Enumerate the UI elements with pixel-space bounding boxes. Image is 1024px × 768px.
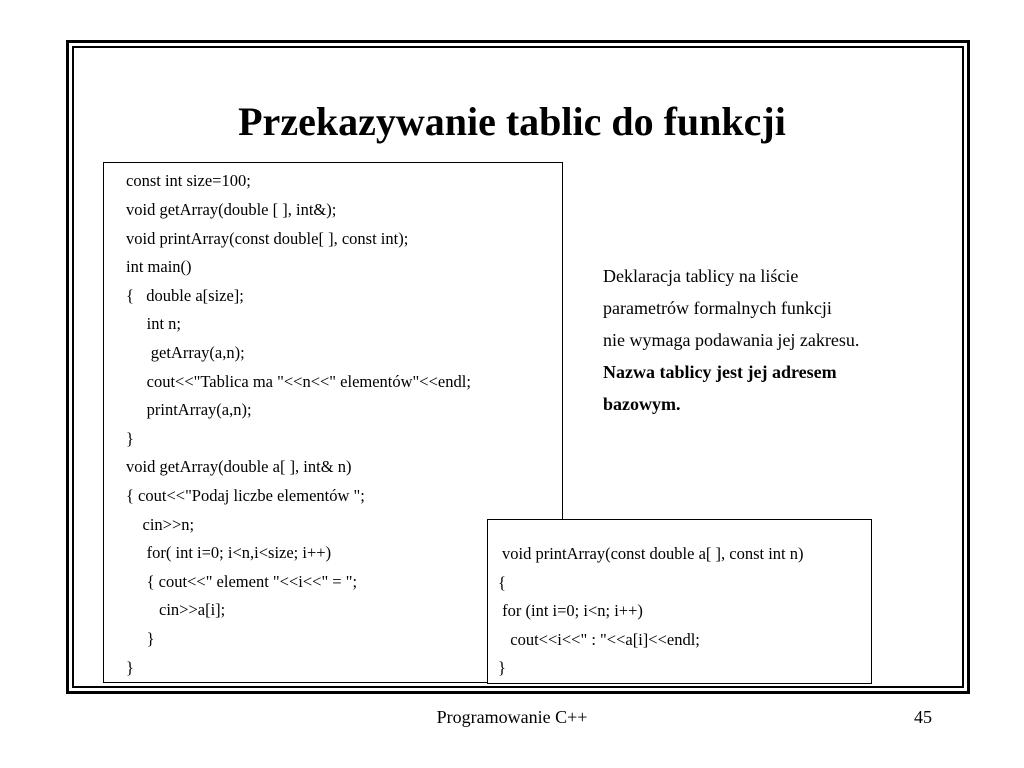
note-line: Deklaracja tablicy na liście	[603, 266, 799, 286]
slide-title: Przekazywanie tablic do funkcji	[238, 99, 786, 144]
code-line: }	[126, 429, 134, 448]
note-emphasis-line: Nazwa tablicy jest jej adresem	[603, 362, 837, 382]
note-line: parametrów formalnych funkcji	[603, 298, 832, 318]
code-line: for (int i=0; i<n; i++)	[498, 601, 643, 620]
note-line: nie wymaga podawania jej zakresu.	[603, 330, 860, 350]
code-line: void getArray(double [ ], int&);	[126, 200, 337, 219]
code-line: void printArray(const double a[ ], const int n)	[502, 544, 804, 563]
code-line: void getArray(double a[ ], int& n)	[126, 457, 352, 476]
explanation-note	[603, 260, 963, 420]
code-line: { double a[size];	[126, 286, 244, 305]
code-line: }	[126, 629, 155, 648]
code-line: int main()	[126, 257, 192, 276]
code-line: }	[498, 658, 506, 677]
code-line: cin>>n;	[126, 515, 195, 534]
page-number: 45	[914, 707, 932, 727]
code-line: int n;	[126, 314, 182, 333]
code-line: for( int i=0; i<n,i<size; i++)	[126, 543, 332, 562]
note-emphasis-line: bazowym.	[603, 394, 681, 414]
code-line: const int size=100;	[126, 171, 251, 190]
print-code-box	[487, 519, 872, 684]
code-line: printArray(a,n);	[126, 400, 252, 419]
code-line: void printArray(const double[ ], const int);	[126, 229, 409, 248]
footer-course-title: Programowanie C++	[436, 707, 588, 727]
code-line: cout<<i<<" : "<<a[i]<<endl;	[502, 630, 700, 649]
code-line: cout<<"Tablica ma "<<n<<" elementów"<<endl;	[126, 372, 471, 391]
code-line: }	[126, 658, 134, 677]
code-line: { cout<<" element "<<i<<" = ";	[126, 572, 358, 591]
code-line: cin>>a[i];	[126, 600, 226, 619]
code-line: {	[498, 573, 506, 592]
code-line: getArray(a,n);	[126, 343, 245, 362]
code-line: { cout<<"Podaj liczbe elementów ";	[126, 486, 365, 505]
